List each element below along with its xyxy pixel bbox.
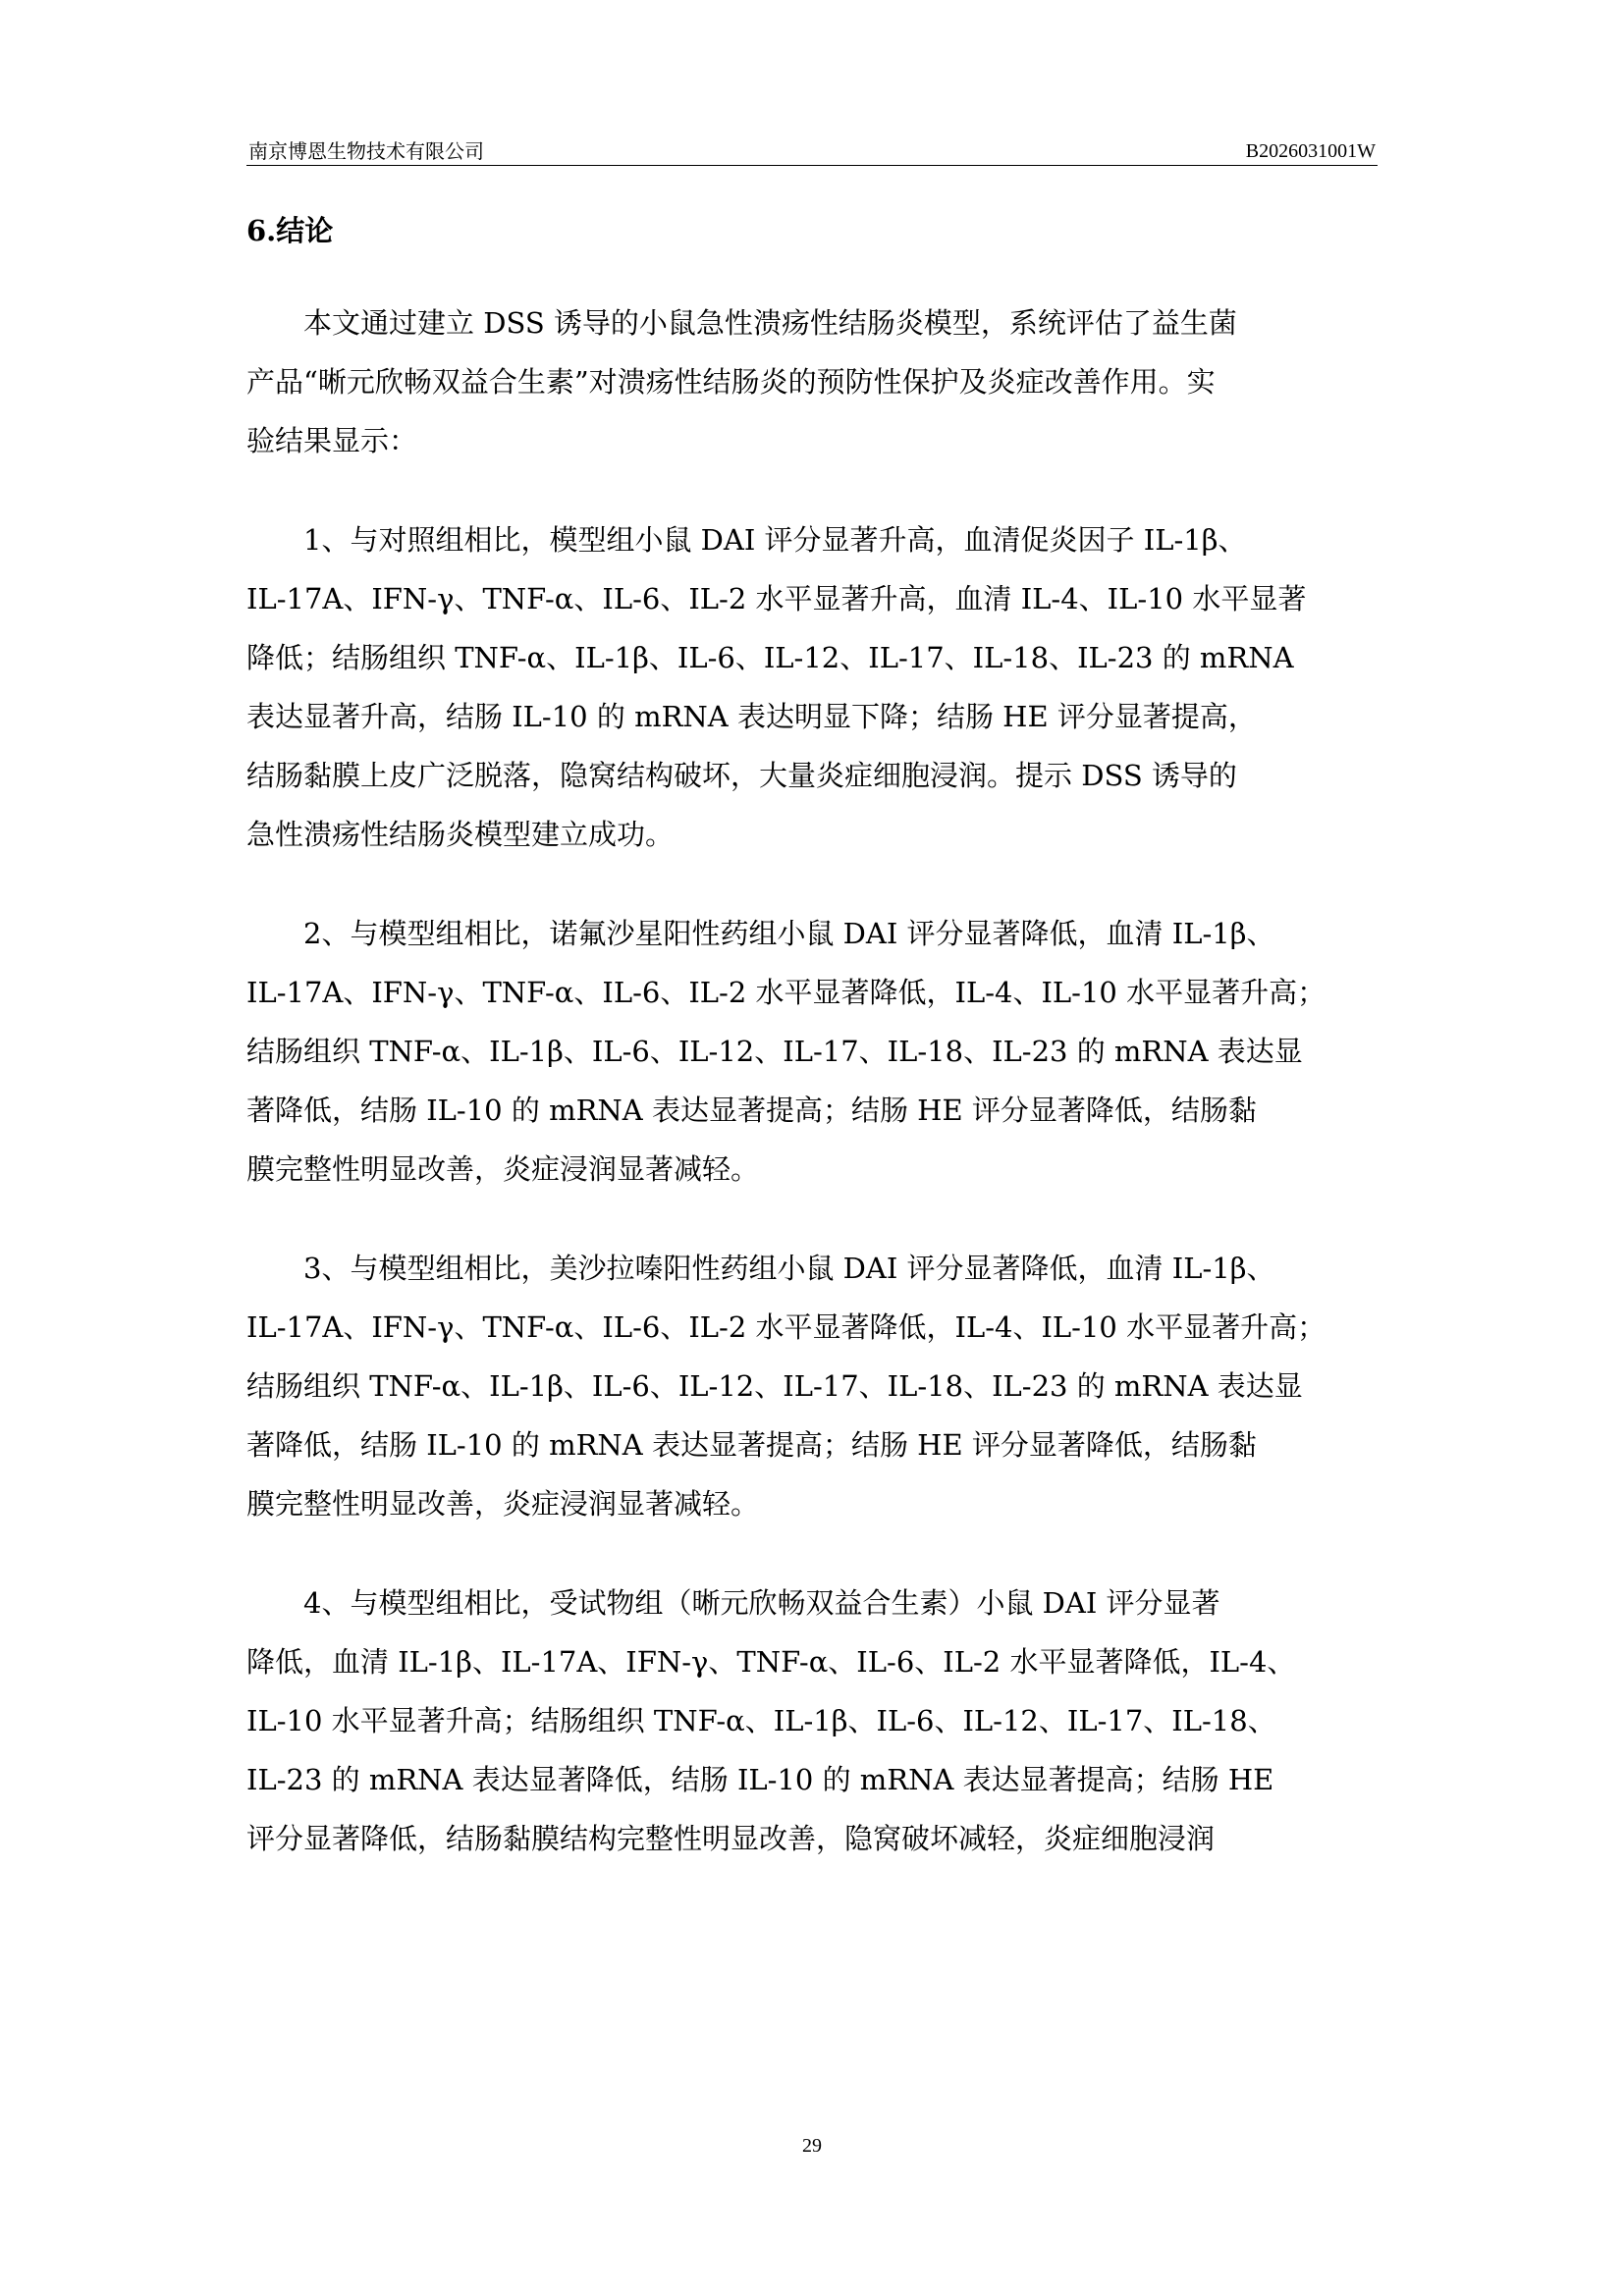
paragraph-line: 结肠黏膜上皮广泛脱落，隐窝结构破坏，大量炎症细胞浸润。提示 DSS 诱导的 [246, 759, 1237, 792]
paragraph-line: 著降低，结肠 IL-10 的 mRNA 表达显著提高；结肠 HE 评分显著降低，结肠黏 [246, 1094, 1257, 1127]
paragraph-result-2 [246, 904, 1378, 1199]
paragraph-result-3 [246, 1239, 1378, 1533]
paragraph-line: 4、与模型组相比，受试物组（晰元欣畅双益合生素）小鼠 DAI 评分显著 [303, 1586, 1220, 1620]
paragraph-line: 降低；结肠组织 TNF-α、IL-1β、IL-6、IL-12、IL-17、IL-18、IL-23 的 mRNA [246, 641, 1294, 674]
paragraph-line: 膜完整性明显改善，炎症浸润显著减轻。 [246, 1487, 760, 1521]
paragraph-line: 1、与对照组相比，模型组小鼠 DAI 评分显著升高，血清促炎因子 IL-1β、 [303, 523, 1247, 557]
paragraph-result-4 [246, 1574, 1378, 1868]
page-number: 29 [802, 2135, 822, 2157]
page-content [246, 201, 1378, 1908]
paragraph-line: IL-17A、IFN-γ、TNF-α、IL-6、IL-2 水平显著降低，IL-4、IL-10 水平显著升高； [246, 1310, 1326, 1344]
paragraph-line: 结肠组织 TNF-α、IL-1β、IL-6、IL-12、IL-17、IL-18、IL-23 的 mRNA 表达显 [246, 1035, 1303, 1068]
paragraph-line: 结肠组织 TNF-α、IL-1β、IL-6、IL-12、IL-17、IL-18、IL-23 的 mRNA 表达显 [246, 1369, 1303, 1403]
paragraph-line: 2、与模型组相比，诺氟沙星阳性药组小鼠 DAI 评分显著降低，血清 IL-1β、 [303, 917, 1275, 950]
section-title: 6.结论 [246, 214, 334, 247]
paragraph-line: IL-23 的 mRNA 表达显著降低，结肠 IL-10 的 mRNA 表达显著提高；结肠 HE [246, 1763, 1274, 1796]
paragraph-line: IL-17A、IFN-γ、TNF-α、IL-6、IL-2 水平显著降低，IL-4、IL-10 水平显著升高； [246, 976, 1326, 1009]
paragraph-line: 验结果显示： [246, 424, 418, 457]
paragraph-line: 3、与模型组相比，美沙拉嗪阳性药组小鼠 DAI 评分显著降低，血清 IL-1β、 [303, 1252, 1275, 1285]
paragraph-line: 评分显著降低，结肠黏膜结构完整性明显改善，隐窝破坏减轻，炎症细胞浸润 [246, 1822, 1216, 1855]
paragraph-line: 著降低，结肠 IL-10 的 mRNA 表达显著提高；结肠 HE 评分显著降低，结肠黏 [246, 1428, 1257, 1462]
paragraph-line: 本文通过建立 DSS 诱导的小鼠急性溃疡性结肠炎模型，系统评估了益生菌 [303, 306, 1237, 340]
page-header [246, 126, 1378, 166]
paragraph-intro [246, 294, 1378, 470]
paragraph-line: IL-10 水平显著升高；结肠组织 TNF-α、IL-1β、IL-6、IL-12、IL-17、IL-18、 [246, 1704, 1276, 1737]
paragraph-line: 降低，血清 IL-1β、IL-17A、IFN-γ、TNF-α、IL-6、IL-2 水平显著降低，IL-4、 [246, 1645, 1296, 1679]
paragraph-line: 产品“晰元欣畅双益合生素”对溃疡性结肠炎的预防性保护及炎症改善作用。实 [246, 365, 1216, 399]
paragraph-line: IL-17A、IFN-γ、TNF-α、IL-6、IL-2 水平显著升高，血清 IL-4、IL-10 水平显著 [246, 582, 1307, 615]
header-company-name: 南京博恩生物技术有限公司 [248, 139, 484, 163]
header-document-code: B2026031001W [1245, 140, 1376, 162]
paragraph-line: 膜完整性明显改善，炎症浸润显著减轻。 [246, 1152, 760, 1186]
paragraph-line: 表达显著升高，结肠 IL-10 的 mRNA 表达明显下降；结肠 HE 评分显著提高， [246, 700, 1257, 733]
paragraph-result-1 [246, 510, 1378, 864]
paragraph-line: 急性溃疡性结肠炎模型建立成功。 [246, 818, 675, 851]
